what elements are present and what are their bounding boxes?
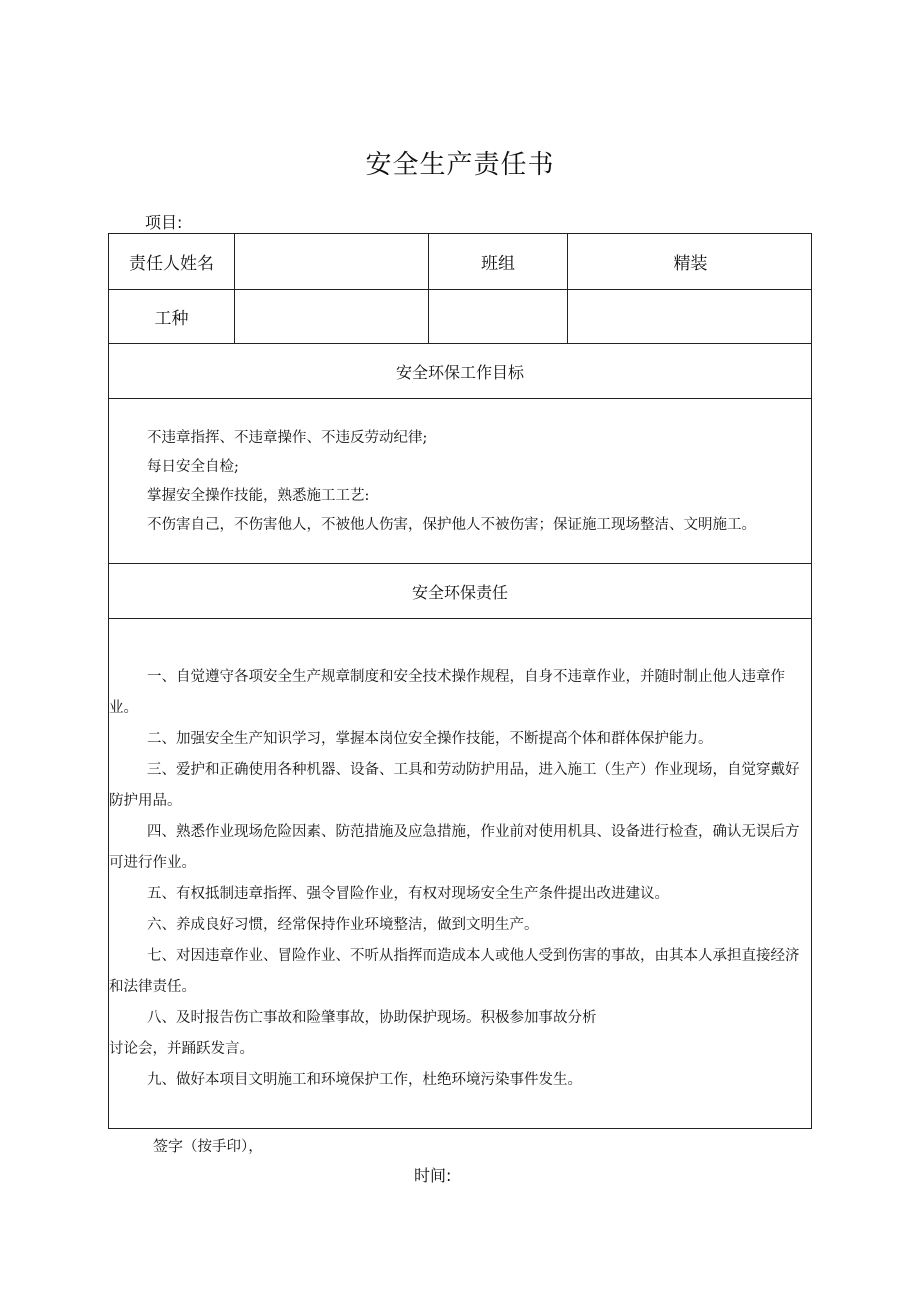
signature-paren: （按手印）， <box>183 1139 263 1155</box>
row-divider <box>109 618 811 619</box>
responsibility-item: 四、熟悉作业现场危险因素、防范措施及应急措施，作业前对使用机具、设备进行检查，确认无误后方可进行作业。 <box>109 824 800 871</box>
signature-line <box>153 1135 263 1156</box>
responsibility-item: 七、对因违章作业、冒险作业、不听从指挥而造成本人或他人受到伤害的事故，由其本人承担直接经济和法律责任。 <box>109 948 800 995</box>
trade-value[interactable] <box>235 290 428 343</box>
goal-item: 不伤害自己，不伤害他人，不被他人伤害，保护他人不被伤害；保证施工现场整洁、文明施工。 <box>147 517 756 533</box>
responsibility-item <box>109 1003 813 1065</box>
project-label: 项目: <box>145 213 183 232</box>
goal-item: 掌握安全操作技能，熟悉施工工艺: <box>147 488 370 504</box>
team-label: 班组 <box>481 254 515 274</box>
responsibility-form <box>108 233 812 1129</box>
responsibility-item: 三、爱护和正确使用各种机器、设备、工具和劳动防护用品，进入施工（生产）作业现场，自觉穿戴好防护用品。 <box>109 762 800 809</box>
responsibility-item-8-line2: 讨论会，并踊跃发言。 <box>109 1041 254 1057</box>
extra-cell-1[interactable] <box>429 290 567 343</box>
responsibility-item: 二、加强安全生产知识学习，掌握本岗位安全操作技能，不断提高个体和群体保护能力。 <box>147 731 713 747</box>
responsibility-item: 一、自觉遵守各项安全生产规章制度和安全技术操作规程，自身不违章作业，并随时制止他人违章作业。 <box>109 669 785 716</box>
responsibility-item: 六、养成良好习惯，经常保持作业环境整洁，做到文明生产。 <box>147 917 539 933</box>
name-value[interactable] <box>235 234 428 289</box>
team-value[interactable]: 精装 <box>673 254 708 274</box>
trade-label: 工种 <box>154 309 189 329</box>
time-label: 时间: <box>414 1166 452 1185</box>
responsibilities-list <box>109 662 813 1096</box>
responsibility-item: 九、做好本项目文明施工和环境保护工作，杜绝环境污染事件发生。 <box>147 1072 582 1088</box>
goals-heading: 安全环保工作目标 <box>395 362 524 382</box>
responsibilities-heading: 安全环保责任 <box>411 582 508 602</box>
goal-item: 每日安全自检; <box>147 459 239 475</box>
responsibility-item: 五、有权抵制违章指挥、强令冒险作业，有权对现场安全生产条件提出改进建议。 <box>147 886 669 902</box>
goal-item: 不违章指挥、不违章操作、不违反劳动纪律; <box>147 430 428 446</box>
responsibility-item-8-line1: 八、及时报告伤亡事故和险肇事故，协助保护现场。积极参加事故分析 <box>147 1010 597 1026</box>
name-label: 责任人姓名 <box>129 254 214 274</box>
signature-label: 签字 <box>153 1137 184 1155</box>
extra-cell-2[interactable] <box>568 290 813 343</box>
page-title: 安全生产责任书 <box>365 150 555 180</box>
goals-list <box>147 424 807 540</box>
row-divider <box>109 398 811 399</box>
